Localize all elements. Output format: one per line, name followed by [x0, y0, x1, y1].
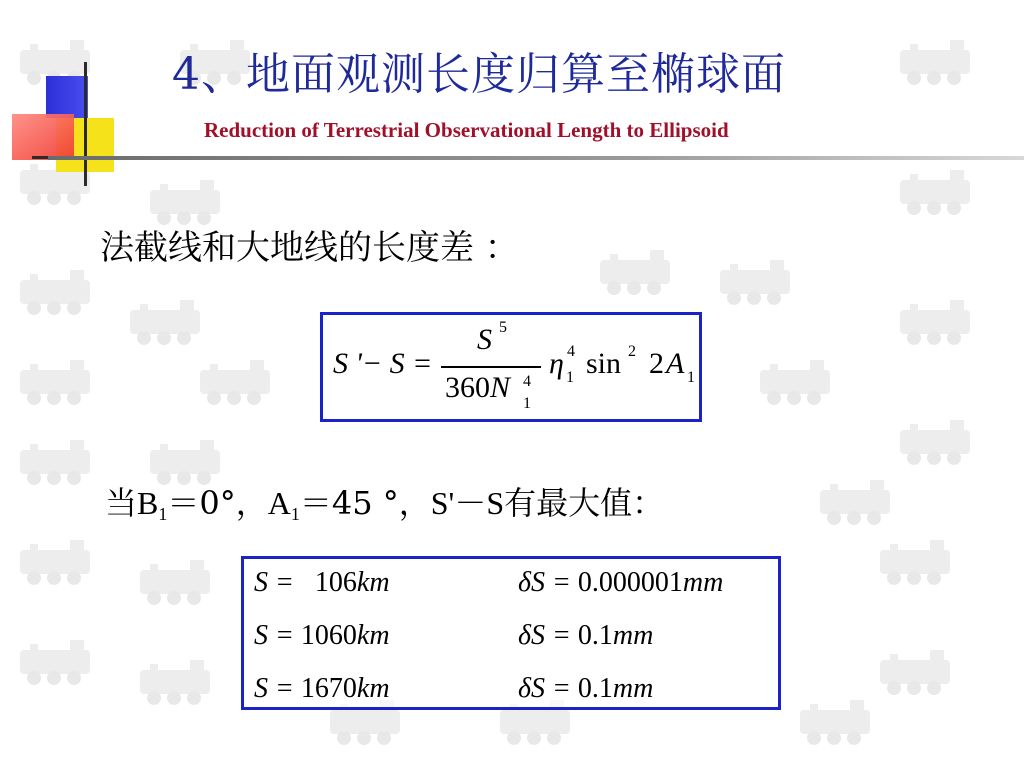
result-delta [518, 567, 723, 599]
result-s-label: S = [254, 567, 294, 598]
condition-part1: 当 [105, 484, 138, 522]
condition-b: B [137, 485, 159, 521]
result-delta-unit: mm [612, 673, 654, 704]
formula-eta-exp: 4 [567, 343, 575, 360]
fraction-bar [441, 366, 541, 368]
corner-logo-graphic [0, 0, 160, 190]
formula-var-a: A [666, 347, 685, 380]
result-delta-unit: mm [682, 567, 724, 598]
condition-diff: S'－S [430, 485, 505, 521]
formula-eta: η [549, 347, 564, 380]
result-s-unit: km [356, 673, 390, 704]
formula-sin-exp: 2 [628, 343, 636, 360]
formula-denominator-var: N [490, 371, 511, 404]
formula-sin: sin [586, 347, 622, 380]
formula-numerator-exp: 5 [499, 319, 507, 336]
condition-a: A [267, 485, 291, 521]
result-delta-value: 0.000001 [577, 567, 683, 598]
result-s-value: 1670 [300, 673, 357, 704]
result-delta-value: 0.1 [577, 673, 613, 704]
result-row [254, 620, 390, 652]
result-s-unit: km [356, 620, 390, 651]
formula-eta-sub: 1 [566, 369, 574, 386]
formula-denominator-sub: 1 [523, 395, 531, 412]
condition-end: 有最大值： [504, 484, 665, 522]
slide-title: 4、地面观测长度归算至椭球面 [172, 49, 786, 100]
formula-box [320, 312, 702, 422]
formula-denominator-exp: 4 [523, 373, 531, 390]
result-s-label: S = [254, 673, 294, 704]
result-delta-label: δS = [518, 673, 578, 704]
title-divider [48, 156, 1024, 160]
condition-eq1: ＝0°， [167, 484, 268, 522]
formula-numerator-base: S [477, 323, 492, 356]
formula-coef: 2 [649, 347, 664, 380]
section-heading: 法截线和大地线的长度差 ： [100, 228, 519, 268]
slide-subtitle: Reduction of Terrestrial Observational Length to Ellipsoid [204, 118, 729, 142]
result-delta-value: 0.1 [577, 620, 613, 651]
result-s-unit: km [356, 567, 390, 598]
result-delta [518, 620, 653, 652]
formula-lhs: S '− S = [333, 347, 433, 380]
result-s-value: 1060 [300, 620, 357, 651]
result-delta-label: δS = [518, 620, 578, 651]
result-row [254, 567, 390, 599]
result-row [254, 673, 390, 705]
result-s-label: S = [254, 620, 294, 651]
formula-a-sub: 1 [687, 369, 695, 386]
results-box [241, 556, 781, 710]
condition-b-sub: 1 [158, 504, 168, 524]
result-delta-label: δS = [518, 567, 578, 598]
formula-denominator-coef: 360 [445, 371, 490, 404]
result-delta [518, 673, 653, 705]
condition-eq2: ＝45 °， [299, 484, 431, 522]
result-s-value: 106 [314, 567, 357, 598]
condition-line [105, 478, 664, 525]
condition-a-sub: 1 [290, 504, 300, 524]
result-delta-unit: mm [612, 620, 654, 651]
